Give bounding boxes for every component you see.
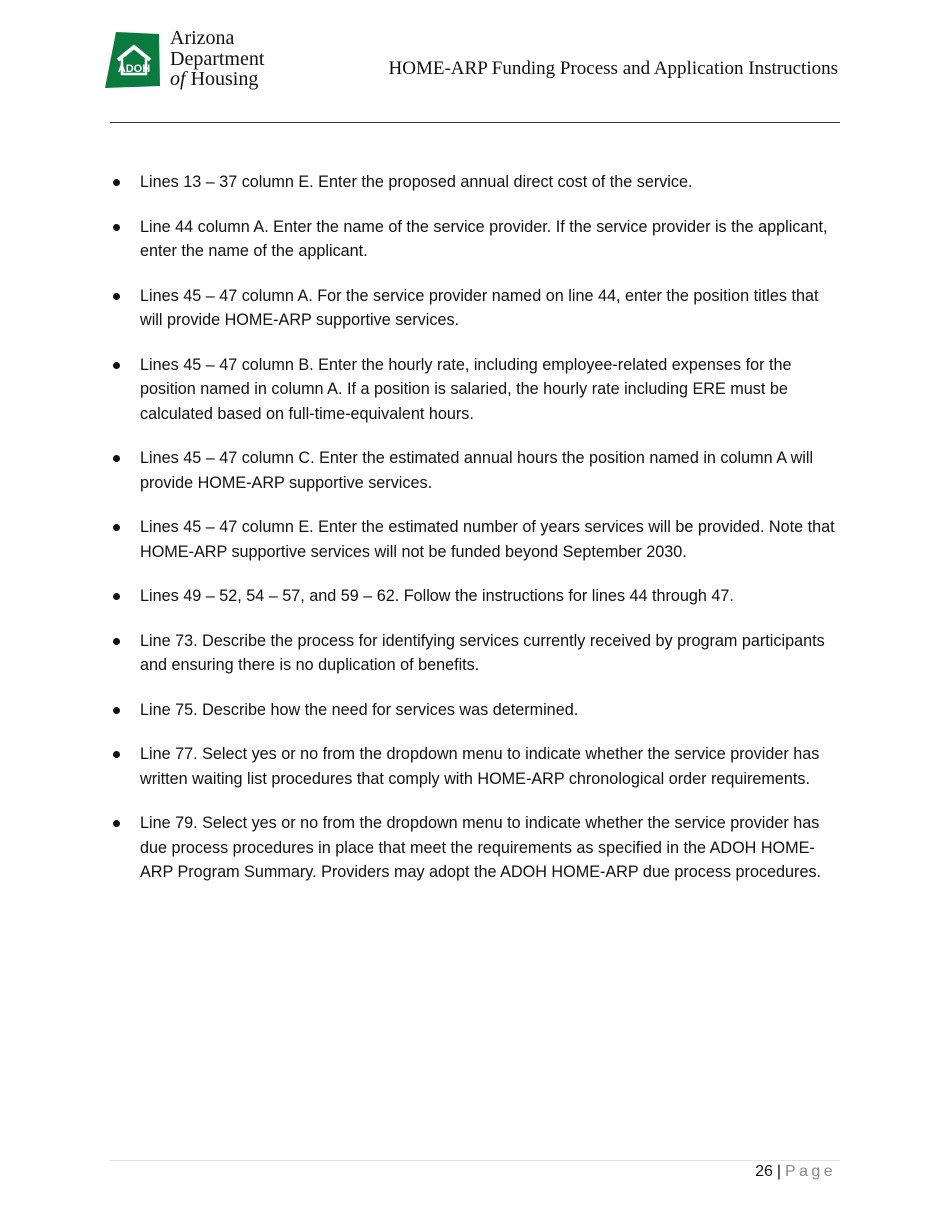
instruction-item: [110, 515, 840, 564]
page-header: [0, 0, 950, 124]
instruction-item: [110, 215, 840, 264]
instruction-text: Lines 13 – 37 column E. Enter the proposed annual direct cost of the service.: [140, 173, 693, 191]
instruction-item: [110, 284, 840, 333]
instruction-text: Lines 45 – 47 column E. Enter the estimated number of years services will be provided. Note that HOME-ARP supportive services will not be funded beyond September 2030.: [140, 518, 835, 561]
instruction-text: Lines 45 – 47 column A. For the service provider named on line 44, enter the position titles that will provide HOME-ARP supportive services.: [140, 286, 819, 329]
instruction-text: Line 75. Describe how the need for services was determined.: [140, 700, 579, 719]
instruction-item: [110, 353, 840, 427]
instruction-text: Lines 49 – 52, 54 – 57, and 59 – 62. Follow the instructions for lines 44 through 47.: [140, 587, 734, 605]
bullet-icon: [113, 362, 120, 369]
instruction-item: [110, 446, 840, 495]
footer-divider: [110, 1160, 840, 1161]
bullet-icon: [113, 820, 120, 827]
logo-line-department: Department: [170, 47, 265, 70]
document-title: HOME-ARP Funding Process and Application Instructions: [388, 58, 838, 79]
page-footer: [755, 1163, 836, 1181]
page-number: 26: [755, 1163, 773, 1180]
page-label: Page: [785, 1163, 836, 1180]
page-body: [110, 170, 840, 905]
bullet-icon: [113, 293, 120, 300]
instruction-item: [110, 584, 840, 609]
logo-word-housing: Housing: [190, 68, 259, 90]
instruction-item: [110, 170, 840, 195]
bullet-icon: [113, 593, 120, 600]
adoh-house-logo-icon: [104, 30, 162, 88]
bullet-icon: [113, 524, 120, 531]
instruction-text: Lines 45 – 47 column B. Enter the hourly rate, including employee-related expenses for the position named in column A. If a position is salaried, the hourly rate including ERE must be calculated based on full-time-equivalent hours.: [140, 355, 792, 423]
bullet-icon: [113, 707, 120, 714]
adoh-logo: [104, 28, 284, 94]
bullet-icon: [113, 179, 120, 186]
bullet-icon: [113, 638, 120, 645]
instruction-text: Line 44 column A. Enter the name of the service provider. If the service provider is the applicant, enter the name of the applicant.: [140, 217, 828, 260]
svg-text:ADOH: ADOH: [117, 63, 151, 75]
instruction-list: [110, 170, 840, 885]
bullet-icon: [113, 751, 120, 758]
bullet-icon: [113, 224, 120, 231]
instruction-text: Line 79. Select yes or no from the dropdown menu to indicate whether the service provider has due process procedures in place that meet the requirements as specified in the ADOH HOME-ARP Program Summary. Providers may adopt the ADOH HOME-ARP due process procedures.: [140, 814, 822, 881]
page-separator: |: [776, 1163, 782, 1180]
logo-wordmark: [170, 28, 264, 90]
instruction-text: Lines 45 – 47 column C. Enter the estimated annual hours the position named in column A will provide HOME-ARP supportive services.: [140, 449, 814, 492]
instruction-item: [110, 629, 840, 678]
instruction-item: [110, 698, 840, 723]
instruction-item: [110, 811, 840, 885]
bullet-icon: [113, 455, 120, 462]
logo-line-housing: [170, 69, 264, 90]
logo-word-of: of: [170, 68, 186, 90]
instruction-item: [110, 742, 840, 791]
header-divider: [110, 122, 840, 123]
logo-line-arizona: Arizona: [170, 27, 235, 49]
instruction-text: Line 77. Select yes or no from the dropdown menu to indicate whether the service provider has written waiting list procedures that comply with HOME-ARP chronological order requirements.: [140, 745, 820, 788]
instruction-text: Line 73. Describe the process for identifying services currently received by program participants and ensuring there is no duplication of benefits.: [140, 631, 825, 674]
